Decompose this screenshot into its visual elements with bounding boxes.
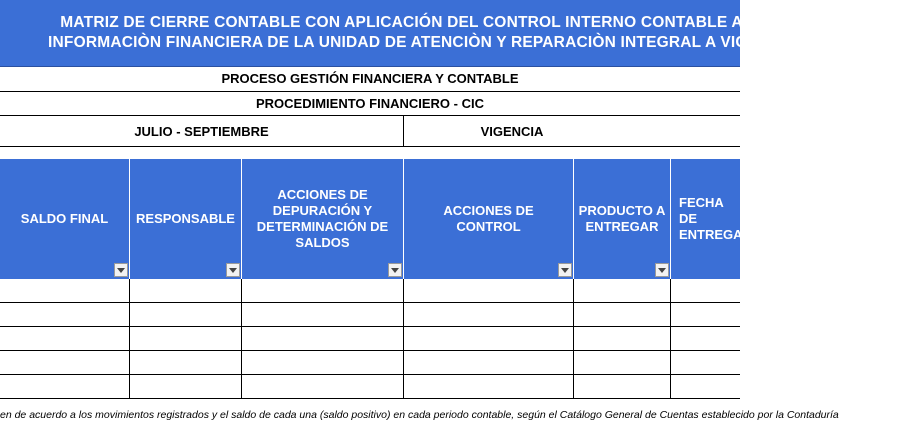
filter-dropdown-icon[interactable] (114, 263, 128, 277)
process-label: PROCESO GESTIÓN FINANCIERA Y CONTABLE (221, 71, 519, 86)
table-row (0, 327, 740, 351)
spacer-row (0, 147, 740, 159)
column-header-acciones-depuracion[interactable] (242, 159, 404, 279)
column-header-acciones-control[interactable] (404, 159, 574, 279)
grid-cell[interactable] (574, 327, 671, 351)
grid-cell[interactable] (574, 303, 671, 327)
grid-cell[interactable] (671, 279, 740, 303)
title-banner (0, 0, 796, 67)
table-row (0, 303, 740, 327)
grid-cell[interactable] (671, 375, 740, 399)
column-header-label: ACCIONES DE DEPURACIÓN Y DETERMINACIÓN DE SALDOS (256, 187, 389, 250)
grid-cell[interactable] (130, 375, 242, 399)
column-header-label: RESPONSABLE (136, 211, 235, 226)
column-header-saldo-final[interactable] (0, 159, 130, 279)
title-line-1: MATRIZ DE CIERRE CONTABLE CON APLICACIÓN DEL CONTROL INTERNO CONTABLE A LA (60, 14, 768, 31)
process-row[interactable] (0, 66, 740, 92)
grid-cell[interactable] (671, 327, 740, 351)
vigencia-label: VIGENCIA (480, 123, 544, 139)
grid-cell[interactable] (0, 279, 130, 303)
grid-cell[interactable] (0, 327, 130, 351)
grid-cell[interactable] (130, 351, 242, 375)
period-label: JULIO - SEPTIEMBRE (134, 123, 269, 139)
grid-cell[interactable] (242, 303, 404, 327)
column-header-label: ACCIONES DE CONTROL (443, 203, 534, 234)
grid-cell[interactable] (0, 375, 130, 399)
column-header-label: FECHA DE ENTREGA (679, 195, 743, 242)
footnote-text: en de acuerdo a los movimientos registrados y el saldo de cada una (saldo positivo) en cada periodo contable, según el Catálogo General de Cuentas establecido por la Contaduría (0, 409, 839, 421)
grid-cell[interactable] (242, 279, 404, 303)
grid-cell[interactable] (130, 279, 242, 303)
grid-cell[interactable] (574, 375, 671, 399)
grid-cell[interactable] (574, 279, 671, 303)
table-row (0, 279, 740, 303)
filter-dropdown-icon[interactable] (388, 263, 402, 277)
vigencia-cell[interactable] (404, 116, 740, 146)
procedure-label: PROCEDIMIENTO FINANCIERO - CIC (256, 96, 484, 111)
column-header-label: SALDO FINAL (20, 211, 109, 226)
procedure-row[interactable] (0, 92, 740, 116)
grid-cell[interactable] (130, 327, 242, 351)
grid-cell[interactable] (130, 303, 242, 327)
grid-cell[interactable] (404, 279, 574, 303)
grid-cell[interactable] (671, 303, 740, 327)
filter-dropdown-icon[interactable] (655, 263, 669, 277)
filter-dropdown-icon[interactable] (226, 263, 240, 277)
table-row (0, 375, 740, 399)
column-header-row (0, 159, 743, 279)
grid-cell[interactable] (404, 327, 574, 351)
grid-cell[interactable] (671, 351, 740, 375)
column-header-producto[interactable] (574, 159, 671, 279)
column-header-fecha-entrega[interactable] (671, 159, 743, 279)
grid-cell[interactable] (242, 327, 404, 351)
column-header-label: PRODUCTO A ENTREGAR (578, 203, 666, 234)
period-cell[interactable] (0, 116, 404, 146)
data-grid (0, 279, 740, 399)
table-row (0, 351, 740, 375)
grid-cell[interactable] (404, 351, 574, 375)
period-row (0, 116, 740, 147)
grid-cell[interactable] (0, 303, 130, 327)
grid-cell[interactable] (404, 303, 574, 327)
grid-cell[interactable] (242, 375, 404, 399)
grid-cell[interactable] (574, 351, 671, 375)
grid-cell[interactable] (242, 351, 404, 375)
column-header-responsable[interactable] (130, 159, 242, 279)
filter-dropdown-icon[interactable] (558, 263, 572, 277)
grid-cell[interactable] (404, 375, 574, 399)
grid-cell[interactable] (0, 351, 130, 375)
title-line-2: INFORMACIÒN FINANCIERA DE LA UNIDAD DE ATENCIÒN Y REPARACIÒN INTEGRAL A VICTIMAS (48, 34, 796, 51)
